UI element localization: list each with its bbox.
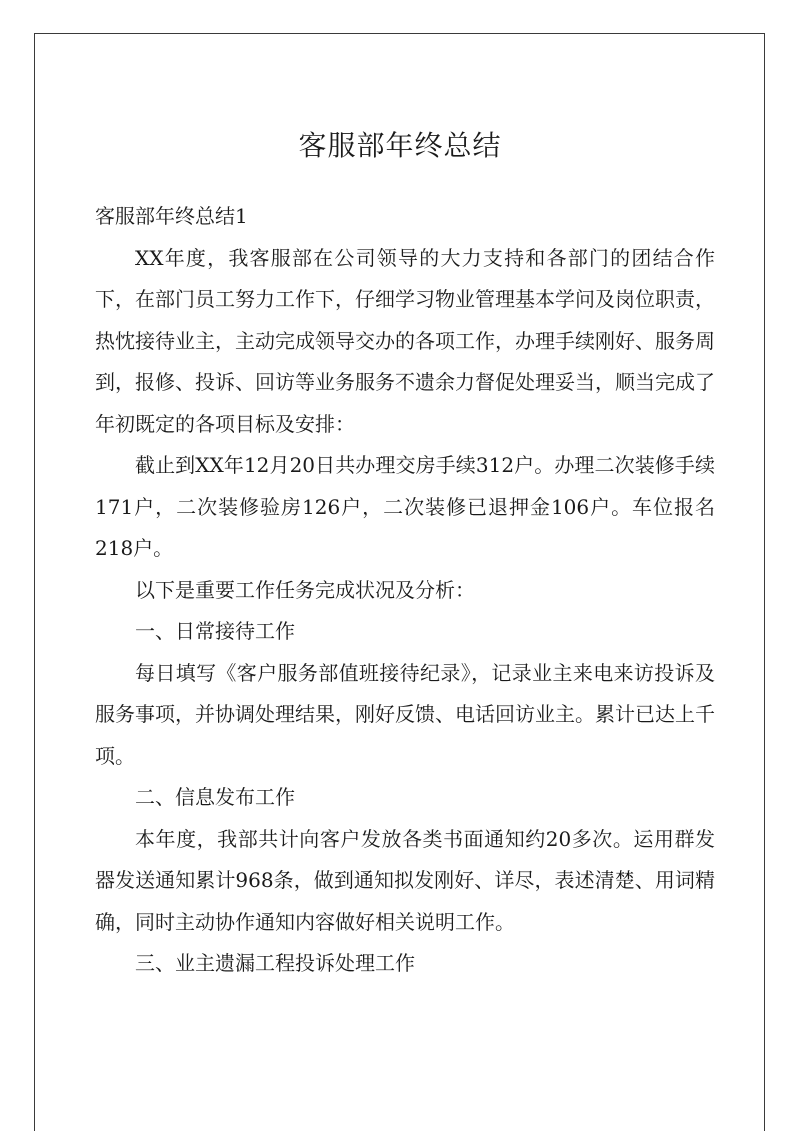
section-heading-information: 二、信息发布工作: [135, 785, 295, 809]
paragraph-information: 本年度，我部共计向客户发放各类书面通知约20多次。运用群发器发送通知累计968条，做到通知拟发刚好、详尽，表述清楚、用词精确，同时主动协作通知内容做好相关说明工作。: [95, 826, 715, 934]
document-title: 客服部年终总结: [298, 129, 502, 162]
paragraph-summary-lead: 以下是重要工作任务完成状况及分析：: [135, 577, 475, 602]
section-heading-complaints: 三、业主遗漏工程投诉处理工作: [135, 951, 415, 975]
paragraph-intro: XX年度，我客服部在公司领导的大力支持和各部门的团结合作下，在部门员工努力工作下，仔细学习物业管理基本学问及岗位职责，热忱接待业主，主动完成领导交办的各项工作，办理手续刚好、服务周到，报修、投诉、回访等业务服务不遗余力督促处理妥当，顺当完成了年初既定的各项目标及安排：: [95, 245, 715, 436]
section-heading-reception: 一、日常接待工作: [135, 619, 295, 643]
section-subtitle: 客服部年终总结1: [95, 204, 248, 228]
paragraph-statistics: 截止到XX年12月20日共办理交房手续312户。办理二次装修手续171户，二次装修验房126户，二次装修已退押金106户。车位报名218户。: [95, 453, 715, 560]
document-body: [95, 196, 715, 985]
paragraph-reception: 每日填写《客户服务部值班接待纪录》，记录业主来电来访投诉及服务事项，并协调处理结果，刚好反馈、电话回访业主。累计已达上千项。: [95, 660, 715, 768]
